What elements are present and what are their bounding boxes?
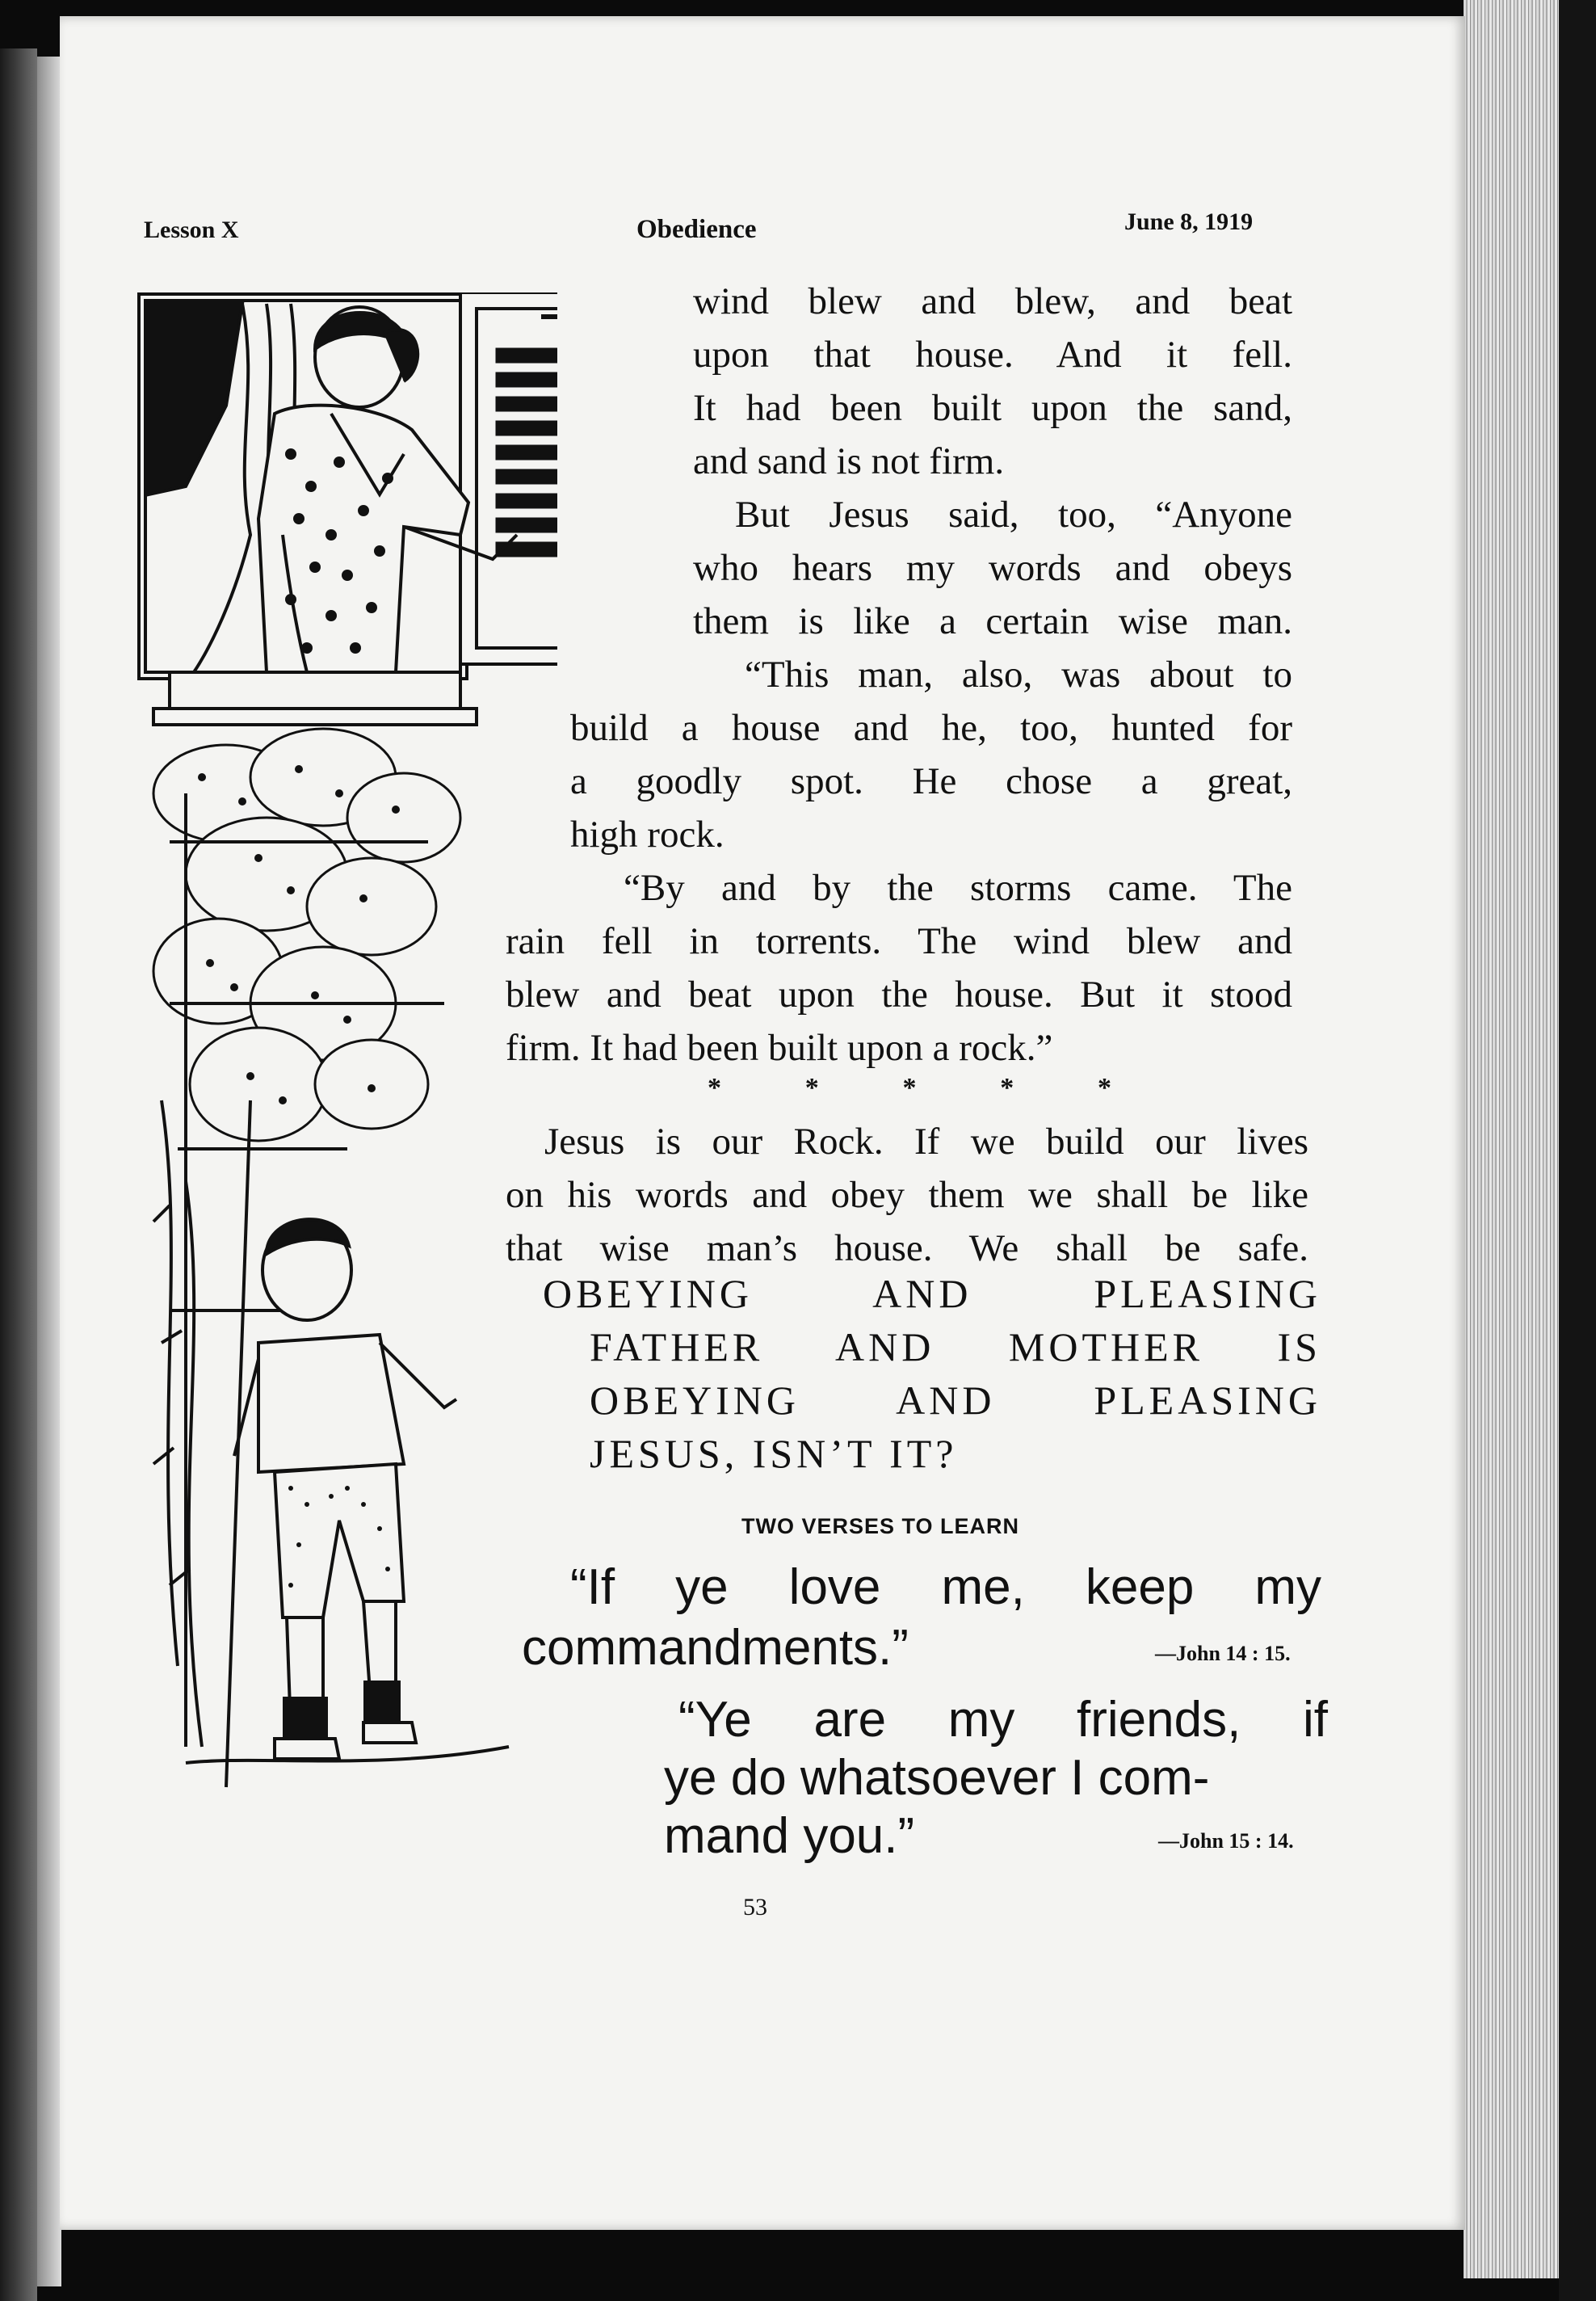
illustration-woman-window-boy [137, 292, 557, 1844]
section-divider-stars [708, 1073, 1111, 1105]
text-line: them is like a certain wise man. [693, 600, 1292, 642]
story-paragraph-1 [693, 275, 1292, 648]
text-line: a goodly spot. He chose a great, [570, 760, 1292, 802]
verse-2-line-2: ye do whatsoever I com- [664, 1750, 1210, 1806]
text-line: upon that house. And it fell. [693, 334, 1292, 376]
motto-line: JESUS, ISN’T IT? [590, 1431, 958, 1476]
text-line: that wise man’s house. We shall be safe. [506, 1227, 1308, 1269]
lesson-title: Obedience [636, 215, 757, 244]
verses-heading: TWO VERSES TO LEARN [741, 1514, 1020, 1538]
text-line: and sand is not firm. [693, 440, 1005, 482]
star: * [1098, 1073, 1111, 1103]
verse-1-line-2: commandments.” [522, 1620, 909, 1676]
lesson-number: Lesson X [144, 217, 239, 243]
lesson-date: June 8, 1919 [1124, 208, 1254, 235]
text-line: “By and by the storms came. The [624, 867, 1292, 909]
book-cover-edge [1559, 0, 1596, 2301]
motto-line: OBEYING AND PLEASING [543, 1271, 1321, 1316]
text-line: wind blew and blew, and beat [693, 280, 1292, 322]
text-line: on his words and obey them we shall be like [506, 1174, 1308, 1216]
motto-line: OBEYING AND PLEASING [590, 1378, 1321, 1423]
verse-2-line-1: “Ye are my friends, if [678, 1692, 1328, 1748]
text-line: It had been built upon the sand, [693, 387, 1292, 429]
story-paragraph-2 [570, 648, 1292, 861]
star: * [708, 1073, 721, 1103]
page-number: 53 [743, 1894, 767, 1920]
book-page-stack [1464, 0, 1560, 2278]
text-line: build a house and he, too, hunted for [570, 707, 1292, 749]
verse-1-reference: —John 14 : 15. [1155, 1642, 1291, 1665]
running-header [144, 208, 1291, 244]
verse-1-line-1: “If ye love me, keep my [570, 1559, 1321, 1615]
text-line: blew and beat upon the house. But it stood [506, 974, 1292, 1016]
verse-2-reference: —John 15 : 14. [1158, 1829, 1294, 1853]
page-gutter [37, 57, 61, 2286]
text-line: high rock. [570, 814, 724, 856]
text-line: Jesus is our Rock. If we build our lives [544, 1121, 1308, 1163]
previous-page-edge [0, 48, 37, 2301]
star: * [902, 1073, 917, 1103]
star: * [1000, 1073, 1014, 1103]
motto-line: FATHER AND MOTHER IS [590, 1324, 1321, 1369]
text-line: “This man, also, was about to [745, 654, 1292, 696]
story-paragraph-3 [506, 861, 1292, 1075]
star: * [804, 1073, 819, 1103]
text-line: who hears my words and obeys [693, 547, 1292, 589]
verse-2-line-3: mand you.” [664, 1808, 915, 1864]
text-line: rain fell in torrents. The wind blew and [506, 920, 1292, 962]
motto [543, 1267, 1321, 1480]
text-line: But Jesus said, too, “Anyone [735, 494, 1292, 536]
text-line: firm. It had been built upon a rock.” [506, 1027, 1053, 1069]
story-paragraph-4 [506, 1115, 1308, 1275]
